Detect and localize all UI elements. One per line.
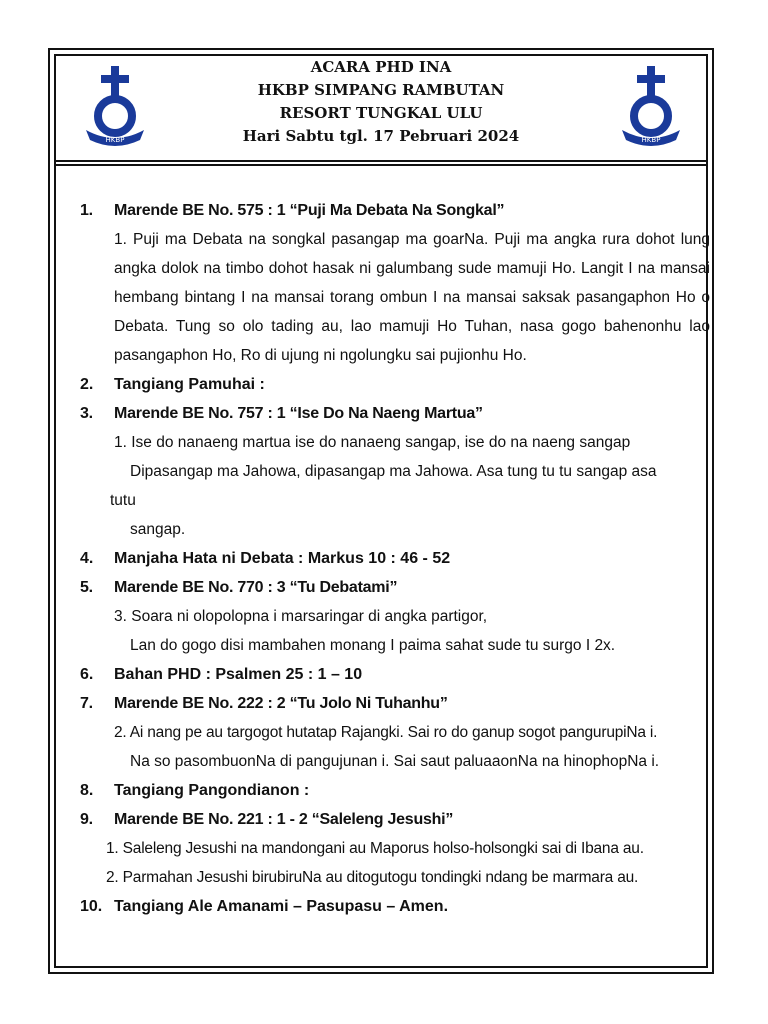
list-item (80, 544, 710, 573)
item-title: Marende BE No. 221 : 1 - 2 “Saleleng Jesushi” (114, 811, 454, 828)
item-title: Tangiang Pamuhai : (114, 376, 265, 393)
item-number: 9. (80, 811, 93, 828)
verse-line: Na so pasombuonNa di pangujunan i. Sai saut paluaaonNa na hinophopNa i. (130, 753, 660, 770)
list-item (80, 689, 710, 718)
svg-text:HKBP: HKBP (105, 136, 125, 144)
svg-text:HKBP: HKBP (641, 136, 661, 144)
verse-line: 2. Ai nang pe au targogot hutatap Rajangki. Sai ro do ganup sogot pangurupiNa i. (114, 724, 658, 741)
verse-line: tutu (110, 492, 136, 509)
header-date: Hari Sabtu tgl. 17 Pebruari 2024 (242, 127, 520, 145)
item-title: Tangiang Ale Amanami – Pasupasu – Amen. (114, 898, 449, 915)
verse-line: Dipasangap ma Jahowa, dipasangap ma Jahowa. Asa tung tu tu sangap asa (130, 463, 657, 480)
header-church: HKBP SIMPANG RAMBUTAN (257, 81, 505, 99)
header-resort: RESORT TUNGKAL ULU (279, 104, 483, 122)
item-title: Manjaha Hata ni Debata : Markus 10 : 46 - 52 (114, 550, 451, 567)
item-number: 7. (80, 695, 93, 712)
item-number: 1. (80, 202, 93, 219)
list-item (80, 892, 710, 921)
verse-line: 1. Ise do nanaeng martua ise do nanaeng sangap, ise do na naeng sangap (114, 434, 631, 451)
item-number: 8. (80, 782, 94, 799)
item-title: Tangiang Pangondianon : (114, 782, 310, 799)
header-divider-second (54, 164, 708, 166)
item-title: Marende BE No. 757 : 1 “Ise Do Na Naeng Martua” (114, 405, 483, 422)
list-item (80, 370, 710, 399)
verse-line: 3. Soara ni olopolopna i marsaringar di angka partigor, (114, 608, 488, 625)
list-item (80, 573, 710, 602)
item-title: Marende BE No. 222 : 2 “Tu Jolo Ni Tuhanhu” (114, 695, 448, 712)
liturgy-list (80, 196, 710, 921)
item-title: Bahan PHD : Psalmen 25 : 1 – 10 (114, 666, 363, 683)
list-item (80, 776, 710, 805)
hymn-verse: 1. Puji ma Debata na songkal pasangap ma goarNa. Puji ma angka rura dohot lung angka dolok na timbo dohot hasak ni galumbang sude mamuji Ho. Langit I na mansai hembang bintang I na mansai torang ombun I na mansai saksak pasangaphon Ho o Debata. Tung so olo tading au, lao mamuji Ho Tuhan, nasa gogo bahenonhu lao pasangaphon Ho, Ro di ujung ni ngolungku sai pujionhu Ho. (114, 231, 710, 364)
item-number: 5. (80, 579, 93, 596)
item-number: 2. (80, 376, 94, 393)
item-title: Marende BE No. 770 : 3 “Tu Debatami” (114, 579, 398, 596)
item-number: 3. (80, 405, 93, 422)
document-header (54, 56, 708, 164)
item-number: 6. (80, 666, 94, 683)
header-title: ACARA PHD INA (310, 58, 452, 76)
list-item (80, 660, 710, 689)
list-item (80, 399, 710, 428)
item-number: 10. (80, 898, 103, 915)
verse-line: 1. Saleleng Jesushi na mandongani au Maporus holso-holsongki sai di Ibana au. (106, 840, 644, 857)
verse-line: 2. Parmahan Jesushi birubiruNa au ditogutogu tondingki ndang be marmara au. (106, 869, 639, 886)
verse-line: sangap. (130, 521, 186, 538)
item-number: 4. (80, 550, 94, 567)
item-title: Marende BE No. 575 : 1 “Puji Ma Debata Na Songkal” (114, 202, 505, 219)
list-item (80, 805, 710, 834)
list-item (80, 196, 710, 225)
verse-line: Lan do gogo disi mambahen monang I paima sahat sude tu surgo I 2x. (130, 637, 616, 654)
